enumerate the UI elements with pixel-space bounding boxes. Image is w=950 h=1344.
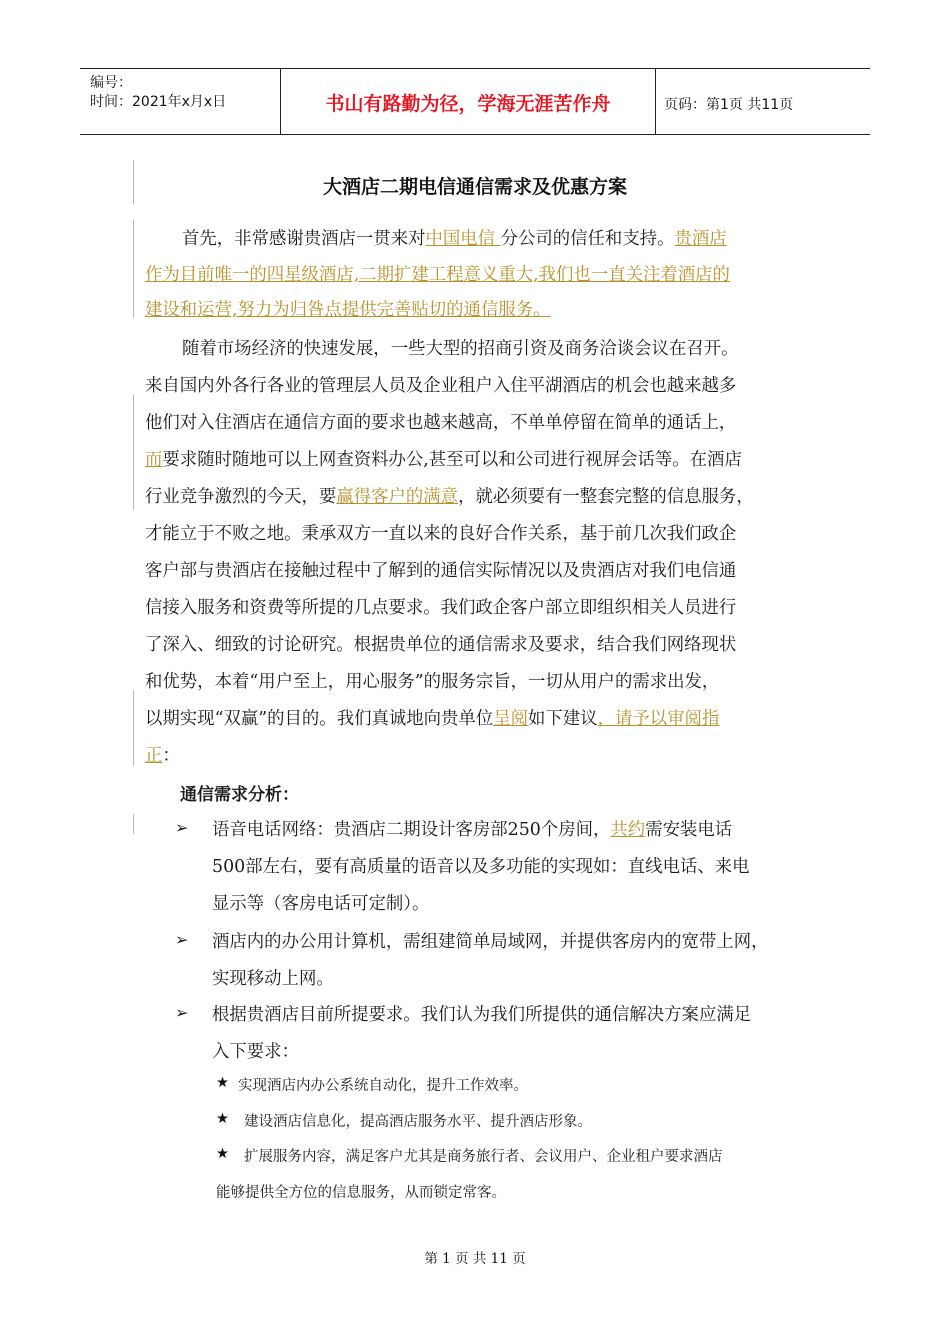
arrow-bullet-icon: ➢: [175, 1003, 189, 1022]
bullet-1-line-2: 500部左右，要有高质量的语音以及多功能的实现如：直线电话、来电: [212, 857, 750, 877]
star-item-3-line-2: 能够提供全方位的信息服务，从而锁定常客。: [216, 1185, 506, 1201]
para2-line-12: 正：: [145, 746, 180, 766]
document-title: [145, 172, 805, 199]
revision-text: 贵酒店: [674, 229, 727, 249]
star-item-1: 实现酒店内办公系统自动化，提升工作效率。: [238, 1078, 528, 1094]
revision-text: 赢得客户的满意: [336, 487, 459, 507]
page-footer: 第 1 页 共 11 页: [424, 1251, 526, 1267]
para2-line-6: 才能立于不败之地。秉承双方一直以来的良好合作关系，基于前几次我们政企: [145, 524, 737, 544]
revision-bar: [133, 220, 134, 318]
revision-text: 而: [145, 450, 163, 470]
section-heading: 通信需求分析：: [180, 785, 299, 805]
revision-bar: [133, 395, 134, 510]
para2-line-1: 随着市场经济的快速发展，一些大型的招商引资及商务洽谈会议在召开。: [182, 339, 739, 359]
time-label: 时间：2021年x月x日: [90, 94, 227, 110]
para1-line-1: 首先，非常感谢贵酒店一贯来对中国电信 分公司的信任和支持。贵酒店: [182, 229, 727, 249]
para2-line-4: 而要求随时随地可以上网查资料办公,甚至可以和公司进行视屏会话等。在酒店: [145, 450, 742, 470]
bullet-3-line-2: 入下要求：: [212, 1042, 299, 1062]
para1-line-2: 作为目前唯一的四星级酒店,二期扩建工程意义重大,我们也一直关注着酒店的: [145, 265, 730, 285]
header-divider-right: [655, 68, 656, 135]
header-page-info: 页码：第1页 共11页: [664, 97, 794, 113]
revision-text: 共约: [610, 820, 646, 840]
header-divider-left: [280, 68, 281, 135]
star-bullet-icon: ★: [216, 1075, 229, 1091]
para2-line-9: 了深入、细致的讨论研究。根据贵单位的通信需求及要求，结合我们网络现状: [145, 635, 737, 655]
revision-text: 正: [145, 746, 163, 766]
bullet-1-line-3: 显示等（客房电话可定制）。: [212, 894, 430, 914]
para2-line-3: 他们对入住酒店在通信方面的要求也越来越高，不单单停留在简单的通话上，: [145, 413, 737, 433]
bullet-2-line-2: 实现移动上网。: [212, 969, 334, 989]
bullet-2-line-1: 酒店内的办公用计算机，需组建简单局域网，并提供客房内的宽带上网，: [212, 932, 769, 952]
arrow-bullet-icon: ➢: [175, 930, 189, 949]
revision-text: 中国电信: [425, 229, 501, 249]
para2-line-7: 客户部与贵酒店在接触过程中了解到的通信实际情况以及贵酒店对我们电信通: [145, 561, 737, 581]
star-bullet-icon: ★: [216, 1146, 229, 1162]
bullet-3-line-1: 根据贵酒店目前所提要求。我们认为我们所提供的通信解决方案应满足: [212, 1005, 752, 1025]
star-item-3-line-1: 扩展服务内容，满足客户尤其是商务旅行者、会议用户、企业租户要求酒店: [244, 1149, 723, 1165]
para2-line-2: 来自国内外各行各业的管理层人员及企业租户入住平湖酒店的机会也越来越多: [145, 376, 737, 396]
revision-text: 呈阅: [493, 709, 529, 729]
para2-line-8: 信接入服务和资费等所提的几点要求。我们政企客户部立即组织相关人员进行: [145, 598, 737, 618]
star-item-2: 建设酒店信息化，提高酒店服务水平、提升酒店形象。: [244, 1114, 592, 1130]
para2-line-11: 以期实现“双赢”的目的。我们真诚地向贵单位呈阅如下建议，请予以审阅指: [145, 709, 720, 729]
para2-line-10: 和优势，本着“用户至上，用心服务”的服务宗旨，一切从用户的需求出发，: [145, 672, 720, 692]
title-text: 大酒店二期电信通信需求及优惠方案: [322, 176, 627, 198]
bullet-1-line-1: 语音电话网络：贵酒店二期设计客房部250个房间，共约需安装电话: [212, 820, 733, 840]
arrow-bullet-icon: ➢: [175, 818, 189, 837]
star-bullet-icon: ★: [216, 1111, 229, 1127]
header-motto: 书山有路勤为径，学海无涯苦作舟: [325, 93, 611, 115]
revision-bar: [133, 690, 134, 766]
number-label: 编号：: [90, 75, 132, 91]
header-top-rule: [80, 68, 870, 69]
revision-bar: [133, 160, 134, 204]
revision-text: ，请予以审阅指: [597, 709, 720, 729]
revision-bar: [133, 814, 134, 834]
para1-line-3: 建设和运营,努力为归咎点提供完善贴切的通信服务。: [145, 300, 551, 320]
header-bottom-rule: [80, 134, 870, 135]
para2-line-5: 行业竞争激烈的今天，要赢得客户的满意，就必须要有一整套完整的信息服务，: [145, 487, 754, 507]
